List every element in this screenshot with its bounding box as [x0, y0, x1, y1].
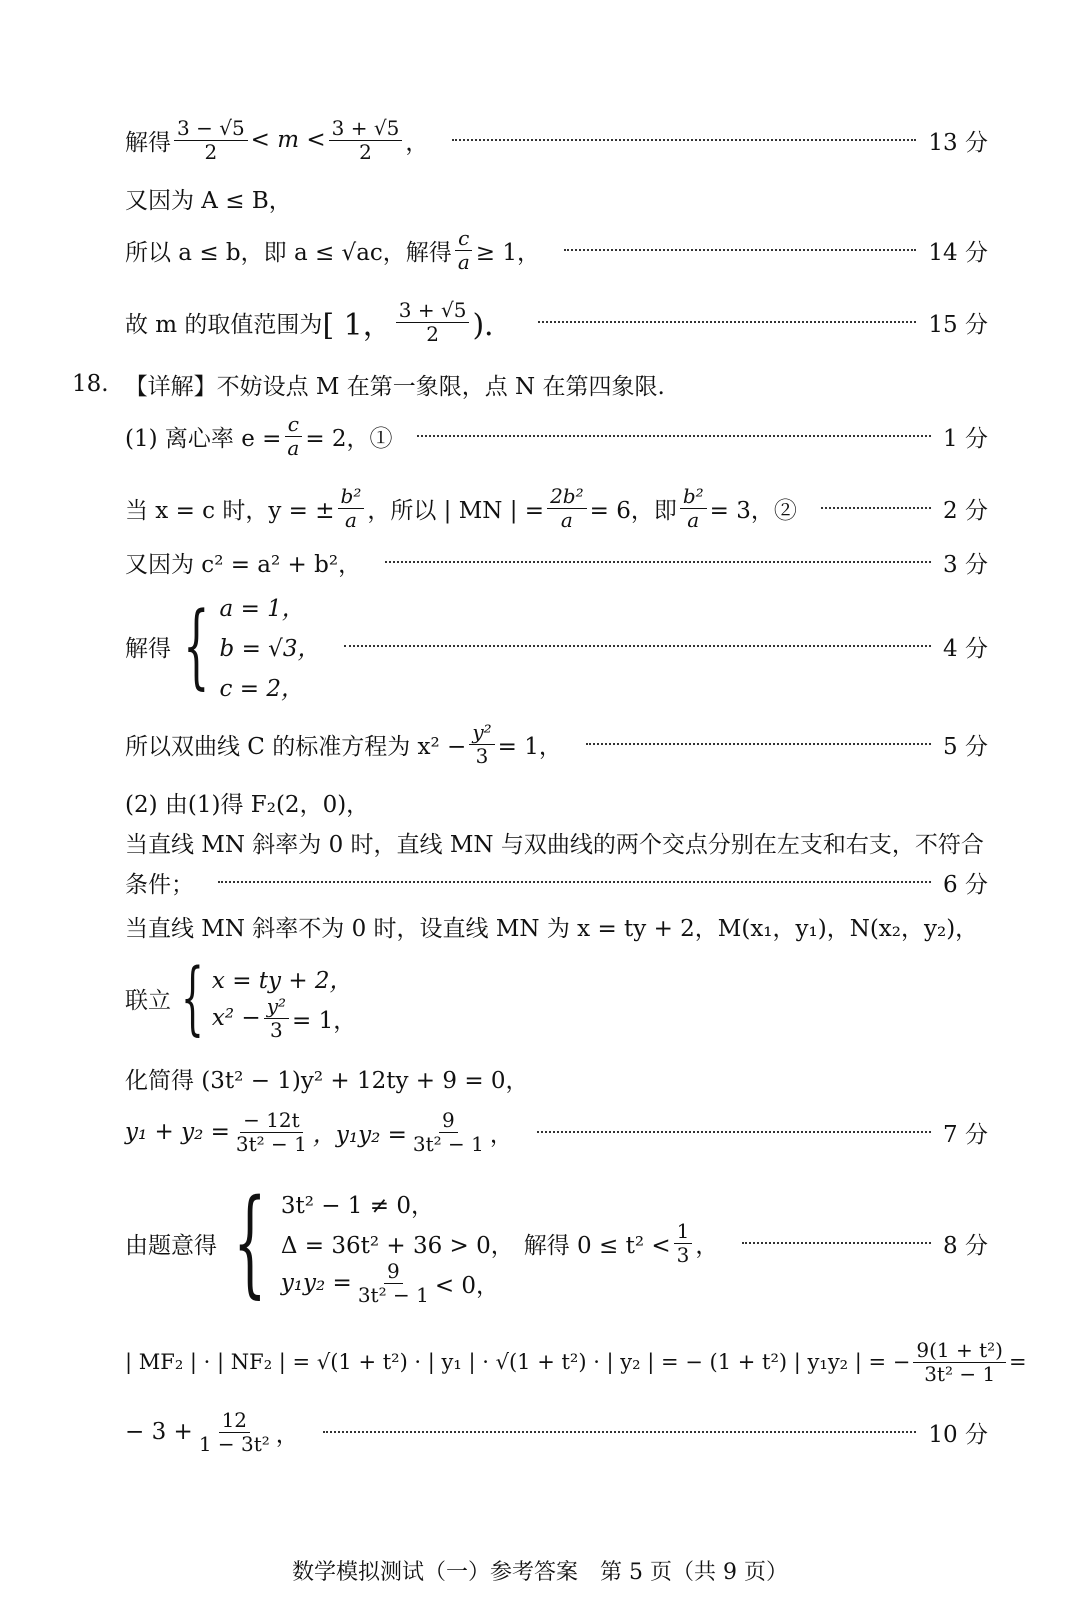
- text: 所以双曲线 C 的标准方程为 x² −: [125, 733, 467, 760]
- score-label: 13 分: [928, 129, 988, 156]
- dotted-leader: [538, 321, 916, 323]
- score-label: 14 分: [928, 239, 988, 266]
- text: 联立: [125, 987, 171, 1014]
- dotted-leader: [452, 139, 916, 141]
- denominator: a: [344, 507, 357, 532]
- solution-line: [125, 1056, 988, 1100]
- denominator: a: [287, 435, 300, 460]
- solution-line: [125, 225, 988, 274]
- fraction: [455, 227, 473, 274]
- text: 解得 0 ≤ t² <: [523, 1232, 671, 1259]
- solution-line: [125, 860, 988, 904]
- dotted-leader: [344, 645, 931, 647]
- denominator: 2: [426, 321, 439, 346]
- denominator: a: [457, 249, 470, 274]
- score-label: 5 分: [943, 733, 988, 760]
- text: < m <: [250, 127, 326, 153]
- fraction: [284, 413, 302, 460]
- fraction: [680, 485, 707, 532]
- denominator: 2: [204, 139, 218, 164]
- denominator: 3t² − 1: [924, 1361, 996, 1386]
- solution-line: [125, 904, 988, 948]
- solution-line: [125, 780, 988, 824]
- text: < 0，: [434, 1272, 500, 1299]
- numerator: 12: [219, 1409, 250, 1433]
- brace-icon: {: [233, 1175, 267, 1310]
- equation: x = ty + 2，: [211, 967, 353, 994]
- numerator: y²: [264, 995, 289, 1019]
- text: )．: [472, 308, 515, 343]
- text: 又因为 A ≤ B，: [125, 187, 292, 214]
- brace-icon: {: [180, 951, 204, 1044]
- dotted-leader: [586, 743, 931, 745]
- equation: 3t² − 1 ≠ 0，: [280, 1192, 434, 1219]
- equation: [280, 1258, 514, 1307]
- score-label: 8 分: [943, 1232, 988, 1259]
- fraction: [355, 1260, 432, 1307]
- numerator: − 12t: [240, 1109, 303, 1133]
- fraction: [196, 1409, 273, 1456]
- text: =: [1008, 1350, 1027, 1374]
- solution-line: [125, 1337, 1027, 1386]
- fraction: [329, 117, 403, 164]
- numerator: 1: [674, 1220, 693, 1244]
- fraction: [396, 299, 470, 346]
- score-label: 7 分: [943, 1121, 988, 1148]
- equation-system: [219, 1175, 514, 1310]
- text: = 1，: [292, 1007, 357, 1034]
- numerator: 9: [439, 1109, 458, 1133]
- fraction: [674, 1220, 693, 1267]
- score-label: 10 分: [928, 1421, 988, 1448]
- text: x² −: [211, 1005, 261, 1031]
- text: (1) 离心率 e =: [125, 425, 282, 452]
- text: (2) 由(1)得 F₂(2，0)，: [125, 791, 370, 818]
- equation: c = 2，: [219, 675, 304, 702]
- score-label: 4 分: [943, 635, 988, 662]
- denominator: 2: [359, 139, 372, 164]
- fraction: [410, 1109, 487, 1156]
- solution-line: [125, 483, 988, 532]
- solution-line: [125, 719, 988, 768]
- equation-system: [173, 951, 357, 1044]
- fraction: [469, 721, 494, 768]
- text: 当直线 MN 斜率为 0 时，直线 MN 与双曲线的两个交点分别在左支和右支，不符合: [125, 831, 984, 858]
- numerator: 9(1 + t²): [913, 1339, 1006, 1363]
- numerator: b²: [338, 485, 365, 509]
- numerator: c: [455, 227, 472, 251]
- fraction: [338, 485, 365, 532]
- score-label: 3 分: [943, 551, 988, 578]
- text: = 1，: [497, 733, 562, 760]
- text: ，: [275, 1421, 299, 1448]
- numerator: 3 + √5: [329, 117, 403, 141]
- dotted-leader: [323, 1431, 917, 1433]
- score-label: 15 分: [928, 311, 988, 338]
- dotted-leader: [218, 881, 931, 883]
- text: 所以 a ≤ b，即 a ≤ √ac，解得: [125, 239, 452, 266]
- solution-line: [125, 1107, 988, 1156]
- text: 【详解】不妨设点 M 在第一象限，点 N 在第四象限.: [124, 373, 665, 400]
- text: 又因为 c² = a² + b²，: [125, 551, 362, 578]
- equation: [211, 993, 357, 1042]
- solution-line: [125, 950, 988, 1046]
- denominator: a: [687, 507, 700, 532]
- question-heading: [72, 362, 988, 406]
- text: ，: [695, 1232, 719, 1259]
- text: − 3 +: [125, 1419, 193, 1445]
- solution-line: [125, 540, 988, 584]
- dotted-leader: [385, 561, 931, 563]
- denominator: a: [560, 507, 573, 532]
- dotted-leader: [417, 435, 931, 437]
- denominator: 1 − 3t²: [198, 1431, 270, 1456]
- text: = 6，即: [589, 497, 677, 524]
- dotted-leader: [564, 249, 916, 251]
- denominator: 3t² − 1: [357, 1282, 429, 1307]
- equation: a = 1，: [219, 595, 305, 622]
- solution-line: [125, 1172, 988, 1314]
- denominator: 3: [676, 1242, 690, 1267]
- text: y₁ + y₂ =: [125, 1119, 230, 1145]
- text: 当 x = c 时，y = ±: [125, 497, 335, 524]
- text: ，: [489, 1121, 513, 1148]
- text: ，y₁y₂ =: [312, 1121, 407, 1148]
- text: 解得: [125, 635, 171, 662]
- solution-line: [125, 176, 988, 220]
- denominator: 3: [269, 1017, 283, 1042]
- numerator: 9: [384, 1260, 403, 1284]
- numerator: y²: [469, 721, 494, 745]
- dotted-leader: [742, 1242, 931, 1244]
- score-label: 6 分: [943, 871, 988, 898]
- text: 条件；: [125, 871, 194, 898]
- denominator: 3t² − 1: [235, 1131, 307, 1156]
- text: y₁y₂ =: [280, 1270, 352, 1296]
- score-label: 2 分: [943, 497, 988, 524]
- text: 由题意得: [125, 1232, 217, 1259]
- score-label: 1 分: [943, 425, 988, 452]
- text: ，: [405, 129, 429, 156]
- numerator: 3 − √5: [174, 117, 248, 141]
- text: [ 1，: [322, 308, 393, 343]
- fraction: [174, 117, 248, 164]
- fraction: [233, 1109, 310, 1156]
- dotted-leader: [537, 1131, 931, 1133]
- brace-icon: {: [183, 592, 210, 699]
- text: 化简得 (3t² − 1)y² + 12ty + 9 = 0，: [125, 1067, 529, 1094]
- text: = 2，①: [305, 425, 393, 452]
- solution-line: [125, 588, 988, 704]
- text: ，所以 | MN | =: [367, 497, 545, 524]
- fraction: [547, 485, 587, 532]
- text: ≥ 1，: [475, 239, 540, 266]
- solution-line: [125, 411, 988, 460]
- denominator: 3t² − 1: [412, 1131, 484, 1156]
- dotted-leader: [821, 507, 931, 509]
- numerator: c: [285, 413, 302, 437]
- fraction: [264, 995, 289, 1042]
- solution-line: [125, 820, 988, 864]
- numerator: 3 + √5: [396, 299, 470, 323]
- text: 故 m 的取值范围为: [125, 311, 323, 338]
- equation: b = √3，: [219, 635, 321, 662]
- denominator: 3: [475, 743, 489, 768]
- fraction: [913, 1339, 1006, 1386]
- question-number: 18.: [72, 371, 109, 397]
- numerator: b²: [680, 485, 707, 509]
- text: = 3，②: [709, 497, 797, 524]
- text: 当直线 MN 斜率不为 0 时，设直线 MN 为 x = ty + 2，M(x₁，y₁)，N(x₂，y₂)，: [125, 915, 979, 942]
- equation-system: [173, 586, 320, 706]
- equation: Δ = 36t² + 36 > 0，: [280, 1232, 514, 1259]
- solution-line: [125, 1407, 988, 1456]
- text: 解得: [125, 129, 171, 156]
- solution-line: [125, 297, 988, 346]
- page-footer: 数学模拟测试（一）参考答案 第 5 页（共 9 页）: [292, 1560, 788, 1585]
- numerator: 2b²: [547, 485, 587, 509]
- text: | MF₂ | · | NF₂ | = √(1 + t²) · | y₁ | · √(1 + t²) · | y₂ | = − (1 + t²) | y₁y₂ | = −: [125, 1350, 911, 1374]
- solution-line: [125, 115, 988, 164]
